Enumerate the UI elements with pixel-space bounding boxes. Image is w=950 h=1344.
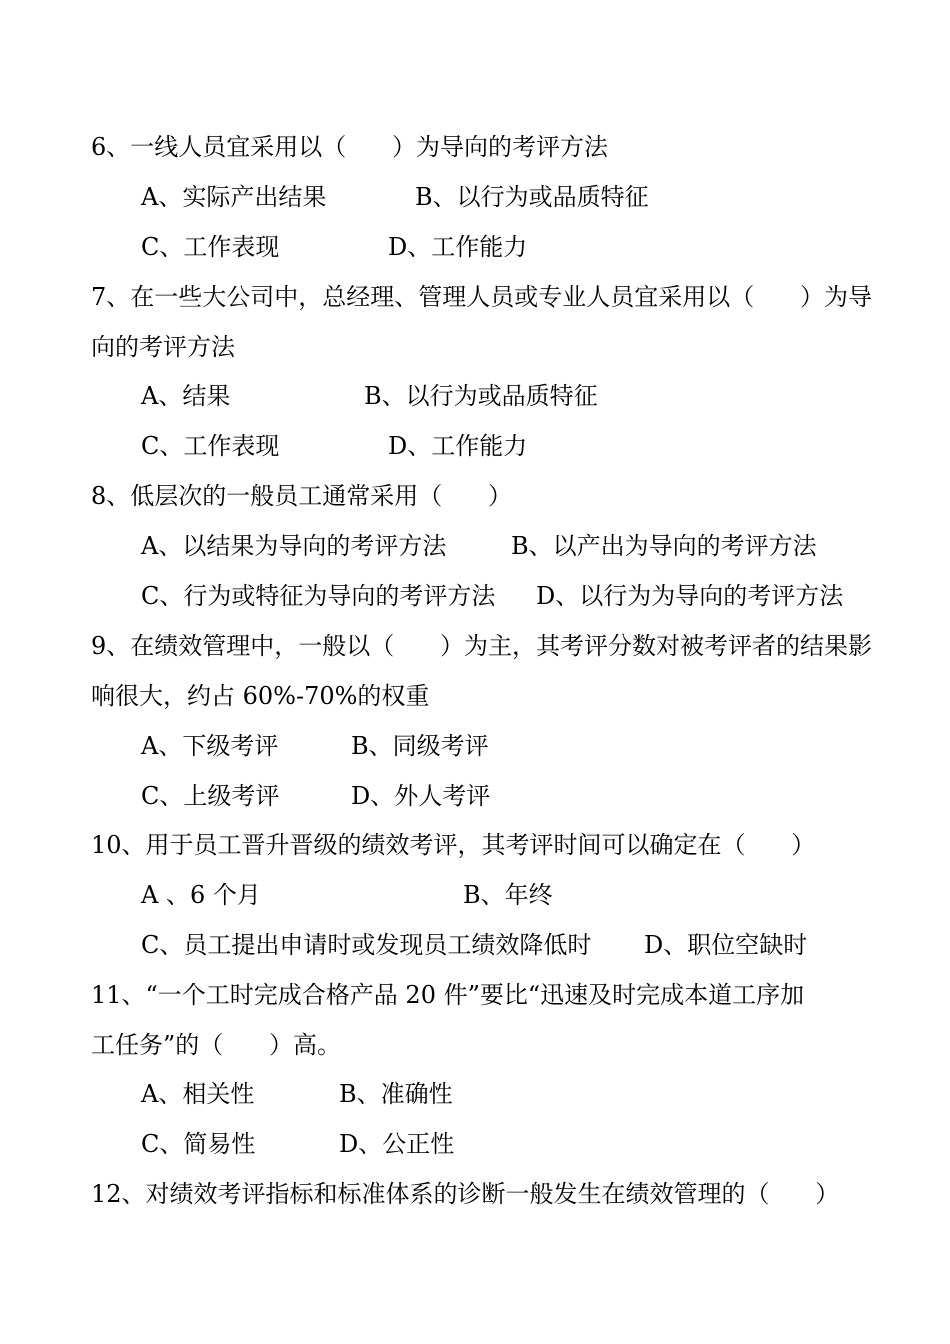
question-10-option-b: B、年终: [463, 881, 553, 909]
question-8-option-c: C、行为或特征为导向的考评方法: [141, 582, 496, 610]
question-8-option-d: D、以行为为导向的考评方法: [536, 582, 844, 610]
question-11-option-c: C、简易性: [141, 1130, 256, 1158]
question-10-option-d: D、职位空缺时: [644, 931, 808, 959]
question-9-option-b: B、同级考评: [351, 732, 489, 760]
question-9-option-d: D、外人考评: [351, 782, 491, 810]
question-9-stem-line1: 9、在绩效管理中，一般以（ ）为主，其考评分数对被考评者的结果影: [91, 632, 873, 660]
question-11-option-a: A、相关性: [141, 1080, 255, 1108]
question-10-option-c: C、员工提出申请时或发现员工绩效降低时: [141, 931, 592, 959]
question-8-stem: 8、低层次的一般员工通常采用（ ）: [91, 482, 513, 510]
question-10-stem: 10、用于员工晋升晋级的绩效考评，其考评时间可以确定在（ ）: [91, 831, 816, 859]
question-7-option-a: A、结果: [141, 382, 231, 410]
question-7-option-d: D、工作能力: [388, 432, 528, 460]
question-11-option-b: B、准确性: [339, 1080, 453, 1108]
question-6-option-a: A、实际产出结果: [141, 183, 327, 211]
question-11-stem-line2: 工任务”的（ ）高。: [91, 1031, 342, 1059]
question-7-stem-line1: 7、在一些大公司中，总经理、管理人员或专业人员宜采用以（ ）为导: [91, 283, 873, 311]
question-11-stem-line1: 11、“一个工时完成合格产品 20 件”要比“迅速及时完成本道工序加: [91, 981, 805, 1009]
question-6-option-d: D、工作能力: [388, 233, 528, 261]
question-9-stem-line2: 响很大，约占 60%-70%的权重: [91, 682, 430, 710]
question-6-option-b: B、以行为或品质特征: [415, 183, 649, 211]
question-7-option-c: C、工作表现: [141, 432, 280, 460]
question-9-option-c: C、上级考评: [141, 782, 280, 810]
question-9-option-a: A、下级考评: [141, 732, 279, 760]
question-8-option-a: A、以结果为导向的考评方法: [141, 532, 447, 560]
question-10-option-a: A 、6 个月: [141, 881, 261, 909]
question-6-stem: 6、一线人员宜采用以（ ）为导向的考评方法: [91, 133, 609, 161]
question-8-option-b: B、以产出为导向的考评方法: [511, 532, 817, 560]
question-7-stem-line2: 向的考评方法: [91, 333, 235, 361]
question-11-option-d: D、公正性: [339, 1130, 455, 1158]
question-12-stem: 12、对绩效考评指标和标准体系的诊断一般发生在绩效管理的（ ）: [91, 1180, 840, 1208]
question-7-option-b: B、以行为或品质特征: [364, 382, 598, 410]
question-6-option-c: C、工作表现: [141, 233, 280, 261]
